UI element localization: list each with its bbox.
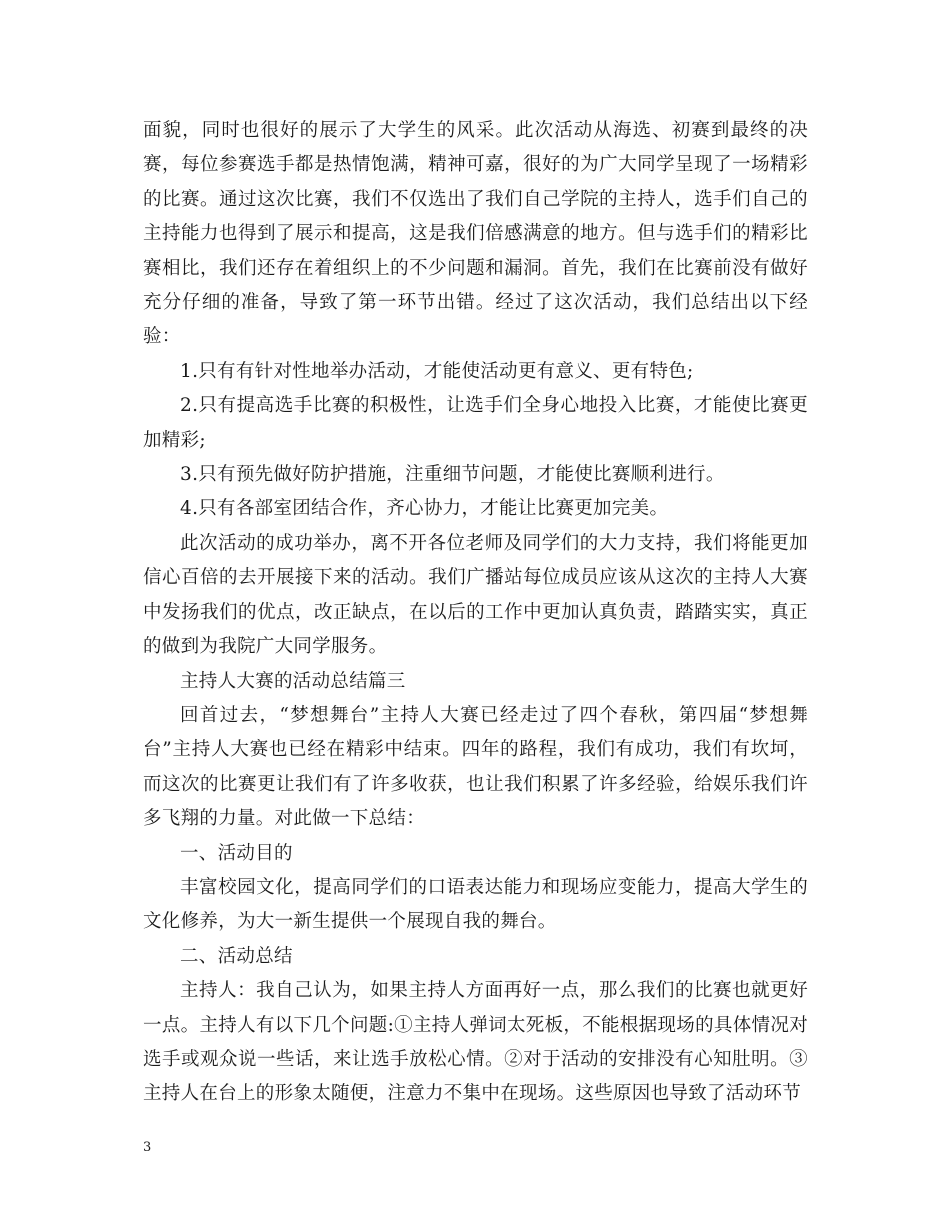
list-item-3: 3.只有预先做好防护措施，注重细节问题，才能使比赛顺利进行。: [180, 464, 725, 486]
list-item-2: 2.只有提高选手比赛的积极性，让选手们全身心地投入比赛，才能使比赛更加精彩;: [143, 395, 808, 451]
list-item-4: 4.只有各部室团结合作，齐心协力，才能让比赛更加完美。: [180, 498, 669, 520]
subheading-purpose: 一、活动目的: [180, 842, 293, 864]
paragraph-intro: 回首过去，“梦想舞台”主持人大赛已经走过了四个春秋，第四届“梦想舞台”主持人大赛也已经在精彩中结束。四年的路程，我们有成功，我们有坎坷，而这次的比赛更让我们有了许多收获，也让我们积累了许多经验，给娱乐我们许多飞翔的力量。对此做一下总结：: [143, 704, 808, 830]
paragraph-host: 主持人：我自己认为，如果主持人方面再好一点，那么我们的比赛也就更好一点。主持人有以下几个问题:①主持人弹词太死板，不能根据现场的具体情况对选手或观众说一些话，来让选手放松心情。②对于活动的安排没有心知肚明。③主持人在台上的形象太随便，注意力不集中在现场。这些原因也导致了活动环节: [143, 980, 808, 1105]
paragraph-continued: 面貌，同时也很好的展示了大学生的风采。此次活动从海选、初赛到最终的决赛，每位参赛选手都是热情饱满，精神可嘉，很好的为广大同学呈现了一场精彩的比赛。通过这次比赛，我们不仅选出了我们自己学院的主持人，选手们自己的主持能力也得到了展示和提高，这是我们倍感满意的地方。但与选手们的精彩比赛相比，我们还存在着组织上的不少问题和漏洞。首先，我们在比赛前没有做好充分仔细的准备，导致了第一环节出错。经过了这次活动，我们总结出以下经验：: [143, 120, 808, 348]
page-number: 3: [143, 1140, 152, 1155]
document-page: [143, 114, 808, 1112]
section-heading: 主持人大赛的活动总结篇三: [180, 670, 406, 692]
paragraph-conclusion: 此次活动的成功举办，离不开各位老师及同学们的大力支持，我们将能更加信心百倍的去开展接下来的活动。我们广播站每位成员应该从这次的主持人大赛中发扬我们的优点，改正缺点，在以后的工作中更加认真负责，踏踏实实，真正的做到为我院广大同学服务。: [143, 532, 808, 658]
list-item-1: 1.只有有针对性地举办活动，才能使活动更有意义、更有特色;: [180, 360, 694, 382]
subheading-summary: 二、活动总结: [180, 945, 293, 967]
paragraph-purpose: 丰富校园文化，提高同学们的口语表达能力和现场应变能力，提高大学生的文化修养，为大一新生提供一个展现自我的舞台。: [143, 876, 808, 933]
